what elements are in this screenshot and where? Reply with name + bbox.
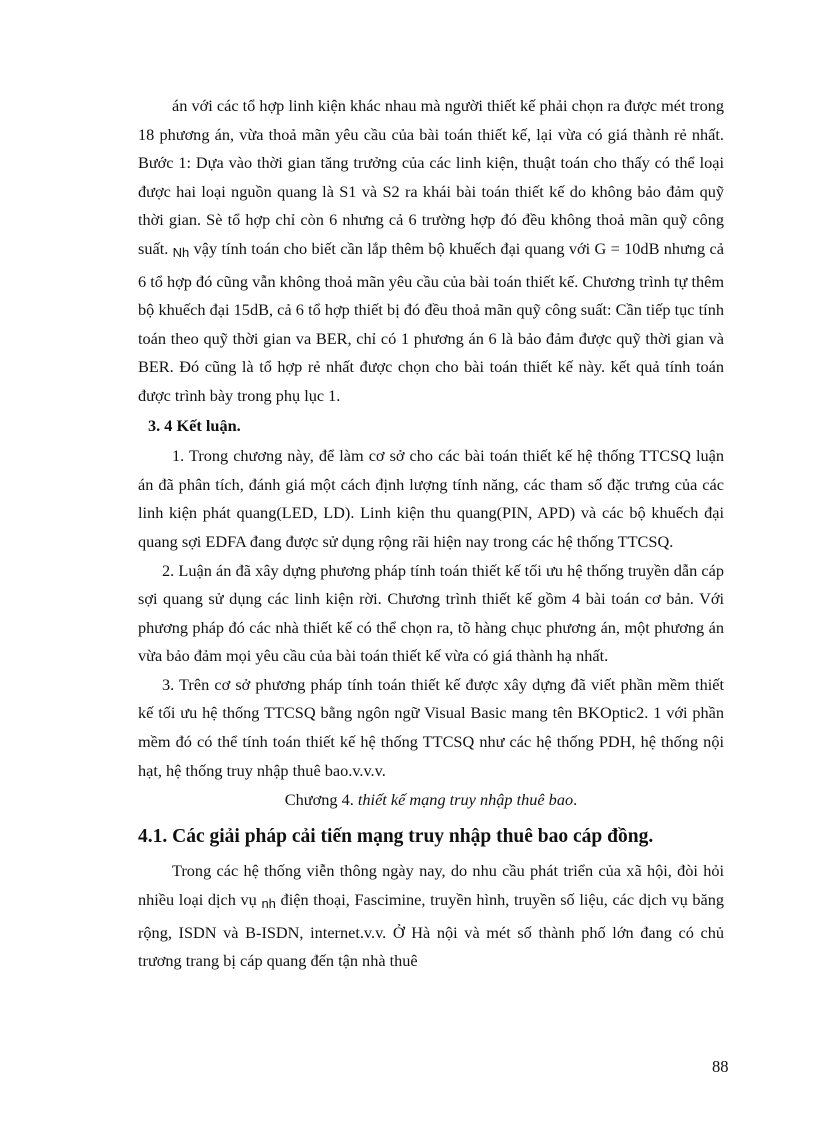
heading-4-1: 4.1. Các giải pháp cải tiến mạng truy nhập thuê bao cáp đồng.	[138, 825, 654, 847]
paragraph-text: Trong các hệ thống viễn thông ngày nay, do nhu cầu phát triển của xã hội, đòi hỏi nhiều loại dịch vụ	[138, 861, 724, 910]
chapter-label: Chương 4.	[284, 790, 354, 810]
section-heading: 3. 4 Kết luận.	[148, 415, 241, 435]
chapter-caption	[138, 786, 724, 815]
conclusion-item-3: 3. Trên cơ sở phương pháp tính toán thiết kế được xây dựng đã viết phần mềm thiết kế tối ưu hệ thống TTCSQ bằng ngôn ngữ Visual Basic mang tên BKOptic2. 1 với phần mềm đó có thể tính toán thiết kế hệ thống TTCSQ như các hệ thống PDH, hệ thống nội hạt, hệ thống truy nhập thuê bao.v.v.v.	[138, 674, 724, 780]
paragraph-design-steps	[138, 92, 724, 411]
chapter-title: thiết kế mạng truy nhập thuê bao	[357, 790, 574, 810]
paragraph-text: án với các tổ hợp linh kiện khác nhau mà người thiết kế phải chọn ra được mét trong 18 phương án, vừa thoả mãn yêu cầu của bài toán thiết kế, lại vừa có giá thành rẻ nhất. Bước 1: Dựa vào thời gian tăng trưởng của các linh kiện, thuật toán cho thấy có thể loại được hai loại nguồn quang là S1 và S2 ra khái bài toán thiết kế do không bảo đảm quỹ thời gian. Sè tổ hợp chỉ còn 6 nhưng cả 6 trường hợp đó đều không thoả mãn quỹ công suất.	[138, 96, 724, 258]
text-fragment: Nh	[172, 244, 190, 260]
conclusion-item-1: 1. Trong chương này, để làm cơ sở cho các bài toán thiết kế hệ thống TTCSQ luận án đã phân tích, đánh giá một cách định lượng tính năng, các tham số đặc trưng của các linh kiện phát quang(LED, LD). Linh kiện thu quang(PIN, APD) và các bộ khuếch đại quang sợi EDFA đang được sử dụng rộng rãi hiện nay trong các hệ thống TTCSQ.	[138, 446, 724, 551]
paragraph-intro	[138, 857, 724, 975]
paragraph-text: điện thoại, Fascimine, truyền hình, truyền số liệu, các dịch vụ băng rộng, ISDN và B-ISDN, internet.v.v. Ở Hà nội và mét số thành phố lớn đang có chủ trương trang bị cáp quang đến tận nhà thuê	[138, 890, 725, 971]
page-number: 88	[712, 1057, 729, 1076]
conclusion-item-2: 2. Luận án đã xây dựng phương pháp tính toán thiết kế tối ưu hệ thống truyền dẫn cáp sợi quang sử dụng các linh kiện rời. Chương trình thiết kế gồm 4 bài toán cơ bản. Với phương pháp đó các nhà thiết kế có thể chọn ra, tõ hàng chục phương án, một phương án vừa bảo đảm mọi yêu cầu của bài toán thiết kế vừa có giá thành hạ nhất.	[138, 560, 724, 666]
document-page	[138, 92, 724, 976]
text-fragment: nh	[261, 896, 276, 912]
paragraph-text: vậy tính toán cho biết cần lắp thêm bộ khuếch đại quang với G = 10dB nhưng cả 6 tổ hợp đó cũng vẫn không thoả mãn yêu cầu của bài toán thiết kế. Chương trình tự thêm bộ khuếch đại 15dB, cả 6 tổ hợp thiết bị đó đều thoả mãn quỹ công suất: Cần tiếp tục tính toán theo quỹ thời gian va BER, chỉ có 1 phương án 6 là bảo đảm được quỹ thời gian và BER. Đó cũng là tổ hợp rẻ nhất được chọn cho bài toán thiết kế này. kết quả tính toán được trình bày trong phụ lục 1.	[138, 238, 724, 405]
chapter-period: .	[573, 790, 578, 810]
